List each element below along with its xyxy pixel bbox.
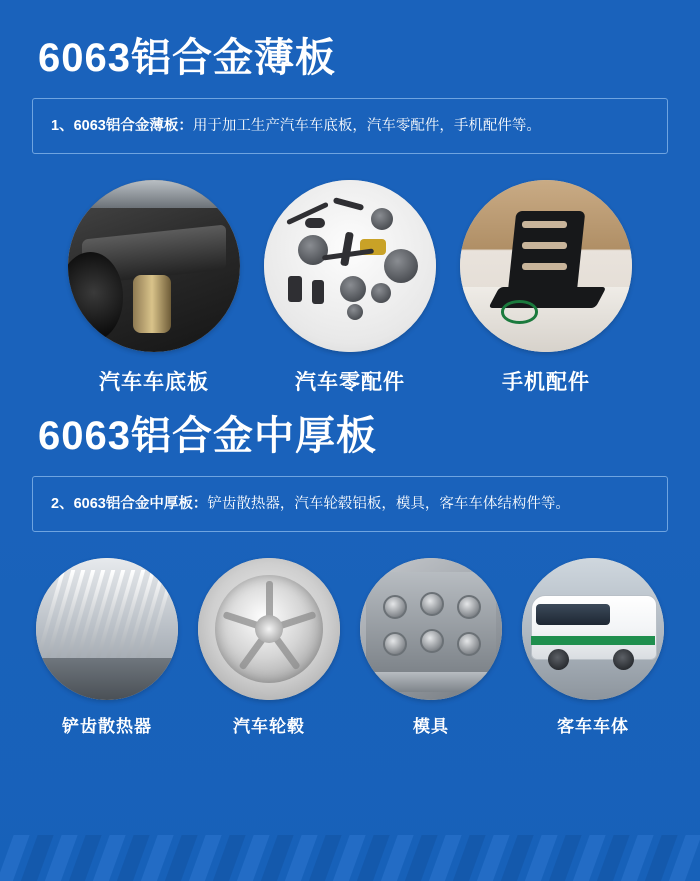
description-body-medium-plate: 铲齿散热器，汽车轮毂铝板，模具，客车车体结构件等。 [207,496,570,513]
card-phone-accessory [457,180,635,396]
card-auto-parts [261,180,439,396]
description-box-thin-plate [32,98,668,154]
description-lead-medium-plate: 2、6063铝合金中厚板： [51,496,208,513]
mould-photo [360,558,502,700]
card-list-thin-plate [0,180,700,396]
card-mould [355,558,507,737]
card-caption: 汽车轮毂 [233,717,305,737]
card-caption: 汽车车底板 [99,371,209,395]
section-title-thin-plate: 6063铝合金薄板 [38,36,336,80]
section-medium-plate [0,396,700,737]
card-caption: 手机配件 [502,371,590,395]
car-underbody-photo [68,180,240,352]
auto-parts-photo [264,180,436,352]
card-caption: 客车车体 [557,717,629,737]
alloy-wheel-photo [198,558,340,700]
card-caption: 汽车零配件 [295,371,405,395]
card-caption: 模具 [413,717,449,737]
card-caption: 铲齿散热器 [62,717,152,737]
card-bus-body [517,558,669,737]
card-list-medium-plate [0,558,700,737]
decorative-stripes [0,835,700,881]
card-car-underbody [65,180,243,396]
section-thin-plate [0,0,700,396]
section-title-medium-plate: 6063铝合金中厚板 [38,414,377,459]
card-heat-sink [31,558,183,737]
description-box-medium-plate [32,476,668,532]
phone-holder-photo [460,180,632,352]
heat-sink-photo [36,558,178,700]
description-body-thin-plate: 用于加工生产汽车车底板，汽车零配件，手机配件等。 [192,118,541,134]
description-lead-thin-plate: 1、6063铝合金薄板： [51,118,193,134]
bus-body-photo [522,558,664,700]
card-alloy-wheel [193,558,345,737]
